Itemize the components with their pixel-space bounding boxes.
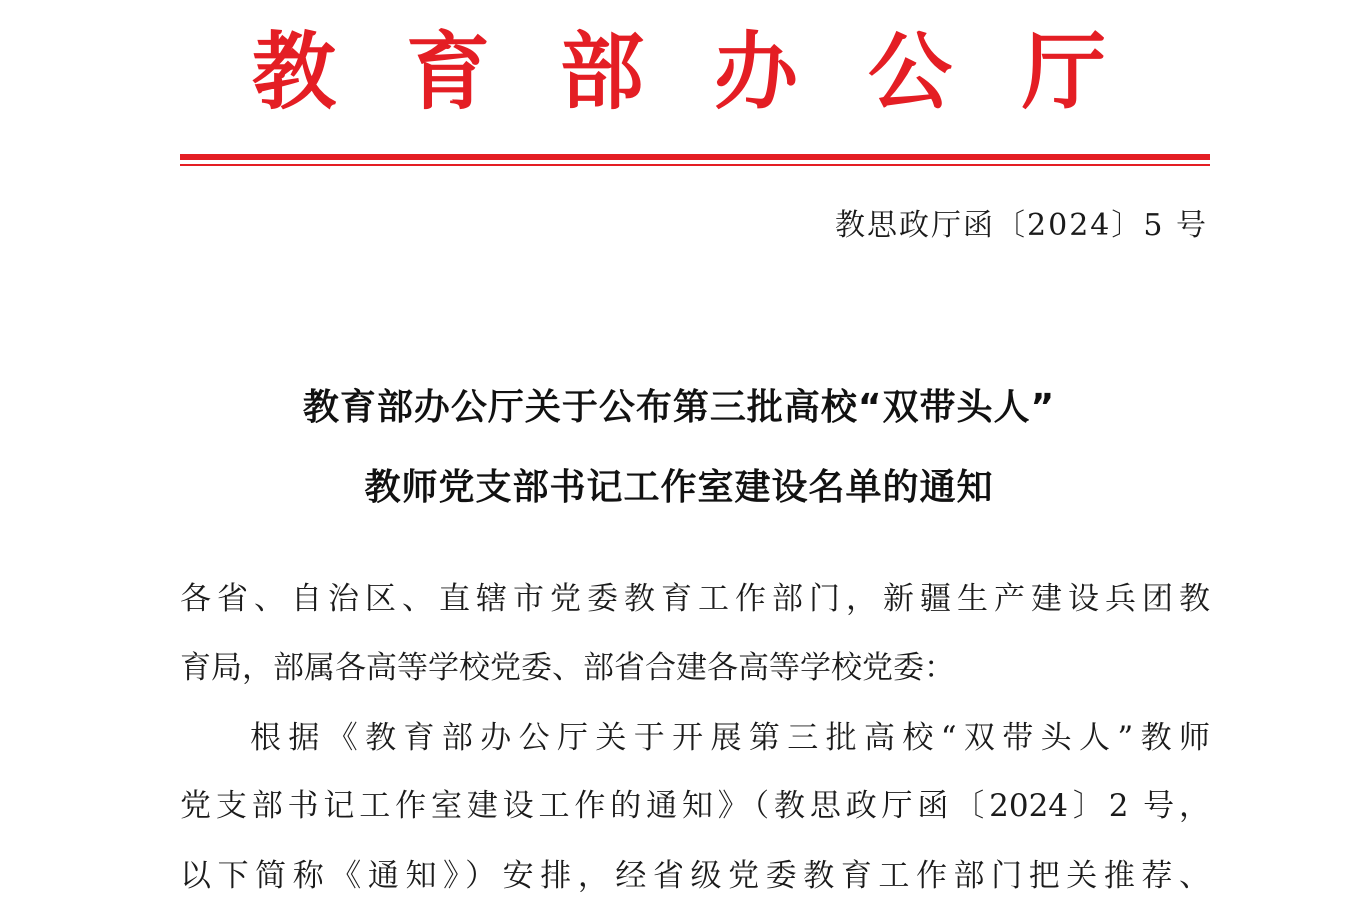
body-paragraph-line-3: 以下简称《通知》）安排，经省级党委教育工作部门把关推荐、 [180, 858, 1210, 894]
addressee-line-1: 各省、自治区、直辖市党委教育工作部门，新疆生产建设兵团教 [180, 581, 1210, 617]
addressee-line-2: 育局，部属各高等学校党委、部省合建各高等学校党委： [180, 650, 955, 686]
letterhead-red-rule [180, 154, 1210, 160]
letterhead-red-rule-thin [180, 164, 1210, 166]
letterhead-title: 教育部办公厅 [251, 23, 1176, 121]
body-paragraph-line-1: 根据《教育部办公厅关于开展第三批高校“双带头人”教师 [250, 720, 1210, 756]
body-paragraph-line-2: 党支部书记工作室建设工作的通知》（教思政厅函〔2024〕2 号， [180, 788, 1210, 824]
document-title-line-2: 教师党支部书记工作室建设名单的通知 [364, 467, 994, 508]
document-number: 教思政厅函〔2024〕5 号 [835, 208, 1208, 243]
document-title-line-1: 教育部办公厅关于公布第三批高校“双带头人” [302, 387, 1056, 428]
